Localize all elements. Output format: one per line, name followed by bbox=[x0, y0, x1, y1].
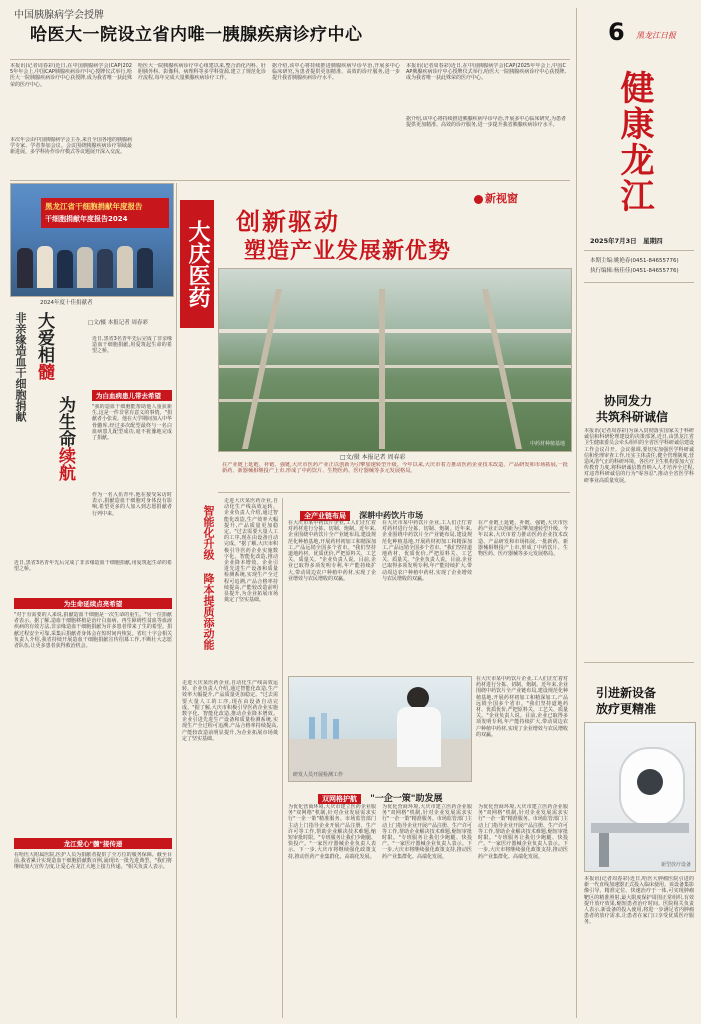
top-body-col-5: 本报讯(记者周春彩)近日,在中国胰腺病学会(CAP)2025年年会上,中国CAP胰腺疾病诊疗中心授牌仪式举行,哈医大一院胰腺疾病诊疗中心获授牌,成为我省唯一获此殊荣的医疗中心。 bbox=[406, 63, 566, 82]
donation-subhead-2: 为生命延续点亮希望 bbox=[14, 598, 172, 609]
donation-subhead-3: 龙江爱心"髓"接传递 bbox=[14, 838, 172, 849]
banner-subtext: 干细胞捐献年度报告2024 bbox=[45, 215, 128, 223]
editor-line: 本期主编:姚艳春(0451-84655776) bbox=[590, 258, 679, 264]
top-headline: 哈医大一院设立省内唯一胰腺疾病诊疗中心 bbox=[30, 25, 363, 45]
donation-body-1c: 近日,黑省3名青年先后完成了非亲缘造血干细胞捐献,用爱筑起生命的希望之桥。 bbox=[14, 560, 172, 573]
sec1-body-col-4: 在大庆市某中药饮片企业,工人们正忙着对药材进行分拣、切制、炮制。近年来,企业围绕中药饮片全产业链布局,建设规范化种植基地,开展药材初加工和精深加工,产品远销全国多个省市。"我们坚持道地药材、优质优价,严把原料关、工艺关、质量关。"企业负责人说。目前,企业已取得多项发明专利,年产能持续扩大,带动周边农户种植中药材,实现了企业增效与农民增收的双赢。 bbox=[476, 676, 568, 738]
side-body-2: 走进大庆某医药企业,自动化生产线高效运转。企业负责人介绍,通过智能化改造,生产效率大幅提升,产品质量更加稳定。"过去需要大量人工的工序,现在由设备自动完成。"据了解,大庆市积极引导医药企业实施数字化、智能化改造,推动企业降本增效。企业引进先进生产设备和质量检测系统,实现生产全过程可追溯,产品合格率持续提高,产能较改造前明显提升,为企业拓展市场奠定了坚实基础。 bbox=[182, 680, 278, 742]
side-body-1: 走进大庆某医药企业,自动化生产线高效运转。企业负责人介绍,通过智能化改造,生产效率大幅提升,产品质量更加稳定。"过去需要大量人工的工序,现在由设备自动完成。"据了解,大庆市积极引导医药企业实施数字化、智能化改造,推动企业降本增效。企业引进先进生产设备和质量检测系统,实现生产全过程可追溯,产品合格率持续提高,产能较改造前明显提升,为企业拓展市场奠定了坚实基础。 bbox=[224, 498, 278, 604]
section-title: 健康龙江 bbox=[614, 70, 654, 214]
donation-photo-caption: 2024年度十佳捐献者 bbox=[40, 300, 93, 306]
right-head-1b: 共筑科研诚信 bbox=[596, 410, 669, 424]
right-body-2: 本报讯(记者周春彩)近日,哈医大肿瘤医院引进的新一代直线加速器正式投入临床使用。该设备集影像引导、精准定位、快速治疗于一体,可实现肿瘤靶区的精准照射,最大限度保护周围正常组织,有效提升放疗效果,缩短患者治疗时间。医院相关负责人表示,新设备的投入使用,将进一步满足省内肿瘤患者的放疗需求,让患者在家门口享受优质医疗服务。 bbox=[584, 876, 694, 926]
banner-red bbox=[41, 198, 169, 228]
donation-photo bbox=[10, 183, 174, 297]
lab-photo bbox=[288, 676, 472, 782]
sec2-header: 双网格护航 "一企一策"助发展 bbox=[318, 786, 442, 805]
donation-body-2: "对于有需要的人来说,捐献造血干细胞是一次生命的重生。"另一位捐献者表示。据了解,造血干细胞移植是治疗白血病、再生障碍性贫血等血液疾病的有效方法,非亲缘造血干细胞捐献为许多患者带来了生的希望。捐献过程安全可靠,采集后捐献者身体会在短时间内恢复。省红十字会相关负责人介绍,我省持续开展造血干细胞捐献宣传招募工作,不断壮大志愿者队伍,让更多患者获得救治机会。 bbox=[14, 612, 172, 650]
right-head-2: 引进新设备 bbox=[596, 686, 657, 700]
sec2-body-col-2: 为优化营商环境,大庆市建立医药企业服务"双网格"机制,针对企业发展需求实行"一企一策"精准服务。市场监管部门主动上门指导企业开展产品注册、生产许可等工作,帮助企业解决技术难题,缩短审批时限。"专班服务让我们少跑腿、快投产。"一家医疗器械企业负责人表示。下一步,大庆市将继续强化政策支持,推动医药产业集群化、高端化发展。 bbox=[382, 804, 472, 860]
donation-headline-b: 为生命续航 bbox=[55, 396, 75, 481]
sec1-header: 全产业链布局 深耕中药饮片市场 bbox=[300, 503, 423, 522]
donation-body-3: 在哈医大附属医院,医护人员为捐献者提供了全方位的服务保障。截至目前,我省累计实现造血干细胞捐献数百例,涌现出一批先进典型。"我们将继续加大宣传力度,让爱心在龙江大地上接力传递。"相关负责人表示。 bbox=[14, 852, 172, 871]
sec1-body-col-1: 在大庆市某中药饮片企业,工人们正忙着对药材进行分拣、切制、炮制。近年来,企业围绕中药饮片全产业链布局,建设规范化种植基地,开展药材初加工和精深加工,产品远销全国多个省市。"我们坚持道地药材、优质优价,严把原料关、工艺关、质量关。"企业负责人说。目前,企业已取得多项发明专利,年产能持续扩大,带动周边农户种植中药材,实现了企业增效与农民增收的双赢。 bbox=[288, 520, 376, 582]
radiotherapy-photo bbox=[584, 722, 696, 872]
donation-body-1: "我的造血干细胞能帮助他人重获新生,这是一件非常有意义的事情。"捐献者小张说。他在大学期间加入中华骨髓库,经过多次配型最终与一名白血病患儿配型成功,毫不犹豫地完成了捐献。 bbox=[92, 404, 172, 442]
issue-date: 2025年7月3日 星期四 bbox=[590, 237, 663, 245]
donation-byline: □文/摄 本报记者 周春彩 bbox=[88, 320, 149, 326]
top-body-col-1: 本报讯(记者周春彩)近日,在中国胰腺病学会(CAP)2025年年会上,中国CAP胰腺疾病诊疗中心授牌仪式举行,哈医大一院胰腺疾病诊疗中心获授牌,成为我省唯一获此殊荣的医疗中心。 bbox=[10, 63, 132, 88]
donation-lead: 近日,黑省3名青年先后完成了非亲缘造血干细胞捐献,用爱筑起生命的希望之桥。 bbox=[92, 336, 172, 355]
donation-vertical-title: 非亲缘造血干细胞捐献 bbox=[14, 312, 27, 422]
radiotherapy-photo-label: 新型放疗设备 bbox=[660, 862, 691, 868]
top-kicker: 中国胰腺病学会授牌 bbox=[14, 10, 104, 21]
right-head-1: 协同发力 bbox=[604, 394, 653, 408]
tag-icon bbox=[474, 195, 483, 204]
lab-photo-label: 研发人员开展检测工作 bbox=[293, 772, 344, 778]
exec-editor-line: 执行编辑:杨佳佳(0451-84655776) bbox=[590, 268, 679, 274]
top-body-col-4: 据介绍,该中心将持续推进胰腺疾病早诊早治,开展多中心临床研究,为患者提供更加精准、高效的诊疗服务,进一步提升我省胰腺疾病诊疗水平。 bbox=[272, 63, 400, 82]
sec1-body-col-3: 在产业链上延链、补链、强链,大庆市医药产业正以创新为引擎加速转型升级。今年以来,大庆市着力推动医药企业技术改造、产品研发和市场拓展,一批新药、新器械相继投产上市,形成了中药饮片、生物医药、医疗器械等多元发展格局。 bbox=[478, 520, 568, 558]
donation-headline-a: 大爱相髓 bbox=[34, 312, 54, 380]
page-number: 6 bbox=[608, 18, 625, 46]
daqing-headline-2: 塑造产业发展新优势 bbox=[244, 239, 452, 264]
daqing-headline-1: 创新驱动 bbox=[236, 208, 340, 236]
right-head-2b: 放疗更精准 bbox=[596, 702, 657, 716]
banner-text: 黑龙江省干细胞捐献年度报告 bbox=[45, 202, 143, 211]
top-body-col-2: 本次年会由中国胰腺病学会主办,来自全国各地的胰腺病学专家、学者参加会议。会议围绕胰腺疾病诊疗领域最新进展、多学科协作诊疗模式等议题展开深入交流。 bbox=[10, 137, 132, 156]
daqing-byline: □文/摄 本报记者 周春彩 bbox=[340, 454, 406, 461]
people-row bbox=[17, 242, 167, 292]
donation-subhead-1: 为白血病患儿带去希望 bbox=[92, 390, 172, 401]
daqing-column-label: 大庆医药 bbox=[180, 200, 214, 328]
daqing-main-photo bbox=[218, 268, 572, 452]
daqing-tag: 新视窗 bbox=[474, 190, 518, 206]
daqing-photo-label: 中药材种植基地 bbox=[529, 441, 565, 447]
top-body-col-6: 据介绍,该中心将持续推进胰腺疾病早诊早治,开展多中心临床研究,为患者提供更加精准、高效的诊疗服务,进一步提升我省胰腺疾病诊疗水平。 bbox=[406, 116, 566, 129]
daqing-intro: 在产业链上延链、补链、强链,大庆市医药产业正以创新为引擎加速转型升级。今年以来,大庆市着力推动医药企业技术改造、产品研发和市场拓展,一批新药、新器械相继投产上市,形成了中药饮片、生物医药、医疗器械等多元发展格局。 bbox=[222, 462, 568, 475]
sec1-body-col-2: 在大庆市某中药饮片企业,工人们正忙着对药材进行分拣、切制、炮制。近年来,企业围绕中药饮片全产业链布局,建设规范化种植基地,开展药材初加工和精深加工,产品远销全国多个省市。"我们坚持道地药材、优质优价,严把原料关、工艺关、质量关。"企业负责人说。目前,企业已取得多项发明专利,年产能持续扩大,带动周边农户种植中药材,实现了企业增效与农民增收的双赢。 bbox=[382, 520, 472, 582]
top-body-col-3: 哈医大一院胰腺疾病诊疗中心组建以来,整合消化内科、肝胆胰外科、影像科、病理科等多学科资源,建立了规范化诊疗流程,每年完成大量胰腺疾病诊疗工作。 bbox=[138, 63, 266, 82]
right-body-1: 本报讯(记者周春彩)为深入贯彻落实国家关于科研诚信和科研伦理建设的决策部署,近日,由黑龙江省卫生健康委员会牵头组织的全省医学科研诚信建设工作会议召开。会议强调,要切实加强医学科研诚信和伦理审查工作,压实主体责任,健全管理制度,营造风清气正的科研环境。各医疗卫生机构要加大宣传教育力度,将科研诚信教育纳入人才培养全过程,对违背科研诚信的行为"零容忍",推动全省医学科研事业高质量发展。 bbox=[584, 428, 694, 484]
sec2-body-col-1: 为优化营商环境,大庆市建立医药企业服务"双网格"机制,针对企业发展需求实行"一企一策"精准服务。市场监管部门主动上门指导企业开展产品注册、生产许可等工作,帮助企业解决技术难题,缩短审批时限。"专班服务让我们少跑腿、快投产。"一家医疗器械企业负责人表示。下一步,大庆市将继续强化政策支持,推动医药产业集群化、高端化发展。 bbox=[288, 804, 376, 860]
side-headline: 智能化升级 降本提质添动能 bbox=[202, 505, 215, 650]
donation-body-1b: 作为一名入伍青年,他在接受采访时表示,捐献造血干细胞对身体没有影响,希望更多的人加入到志愿捐献者行列中来。 bbox=[92, 492, 172, 517]
paper-name: 黑龙江日报 bbox=[636, 31, 676, 40]
sec2-body-col-3: 为优化营商环境,大庆市建立医药企业服务"双网格"机制,针对企业发展需求实行"一企一策"精准服务。市场监管部门主动上门指导企业开展产品注册、生产许可等工作,帮助企业解决技术难题,缩短审批时限。"专班服务让我们少跑腿、快投产。"一家医疗器械企业负责人表示。下一步,大庆市将继续强化政策支持,推动医药产业集群化、高端化发展。 bbox=[478, 804, 568, 860]
